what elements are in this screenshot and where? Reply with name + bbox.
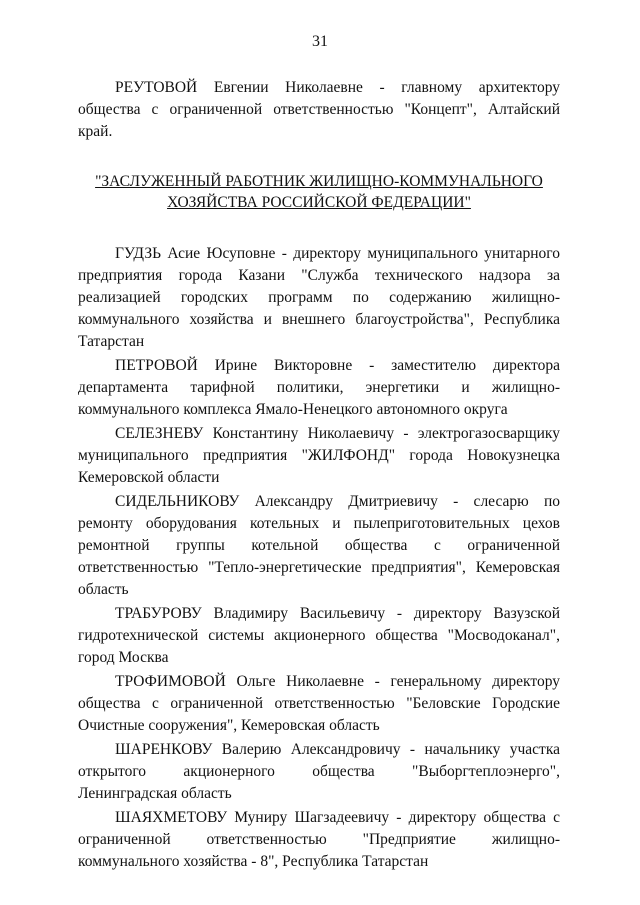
award-entry: ГУДЗЬ Асие Юсуповне - директору муниципального унитарного предприятия города Казани "Служба технического надзора за реализацией городских программ по содержанию жилищно-коммунального хозяйства и внешнего благоустройства", Республика Татарстан: [78, 245, 560, 350]
award-heading: "ЗАСЛУЖЕННЫЙ РАБОТНИК ЖИЛИЩНО-КОММУНАЛЬНОГО ХОЗЯЙСТВА РОССИЙСКОЙ ФЕДЕРАЦИИ": [95, 173, 543, 211]
award-entry: ПЕТРОВОЙ Ирине Викторовне - заместителю директора департамента тарифной политики, энергетики и жилищно-коммунального комплекса Ямало-Ненецкого автономного округа: [78, 357, 560, 418]
award-entry: ТРАБУРОВУ Владимиру Васильевичу - директору Вазузской гидротехнической системы акционерного общества "Мосводоканал", город Москва: [78, 605, 560, 666]
award-entry: СЕЛЕЗНЕВУ Константину Николаевичу - электрогазосварщику муниципального предприятия "ЖИЛФОНД" города Новокузнецка Кемеровской области: [78, 425, 560, 486]
intro-paragraph: РЕУТОВОЙ Евгении Николаевне - главному архитектору общества с ограниченной ответственностью "Концепт", Алтайский край.: [78, 79, 560, 140]
award-entry: ШАЯХМЕТОВУ Муниру Шагзадеевичу - директору общества с ограниченной ответственностью "Предприятие жилищно-коммунального хозяйства - 8", Республика Татарстан: [78, 809, 560, 870]
page-number: 31: [312, 33, 328, 50]
document-body: [78, 77, 560, 873]
award-entry: СИДЕЛЬНИКОВУ Александру Дмитриевичу - слесарю по ремонту оборудования котельных и пылеприготовительных цехов ремонтной группы котельной общества с ограниченной ответственностью "Тепло-энергетические предприятия", Кемеровская область: [78, 493, 560, 598]
award-entry: ТРОФИМОВОЙ Ольге Николаевне - генеральному директору общества с ограниченной ответственностью "Беловские Городские Очистные сооружения", Кемеровская область: [78, 673, 560, 734]
award-entry: ШАРЕНКОВУ Валерию Александровичу - начальнику участка открытого акционерного общества "Выборгтеплоэнерго", Ленинградская область: [78, 741, 560, 802]
